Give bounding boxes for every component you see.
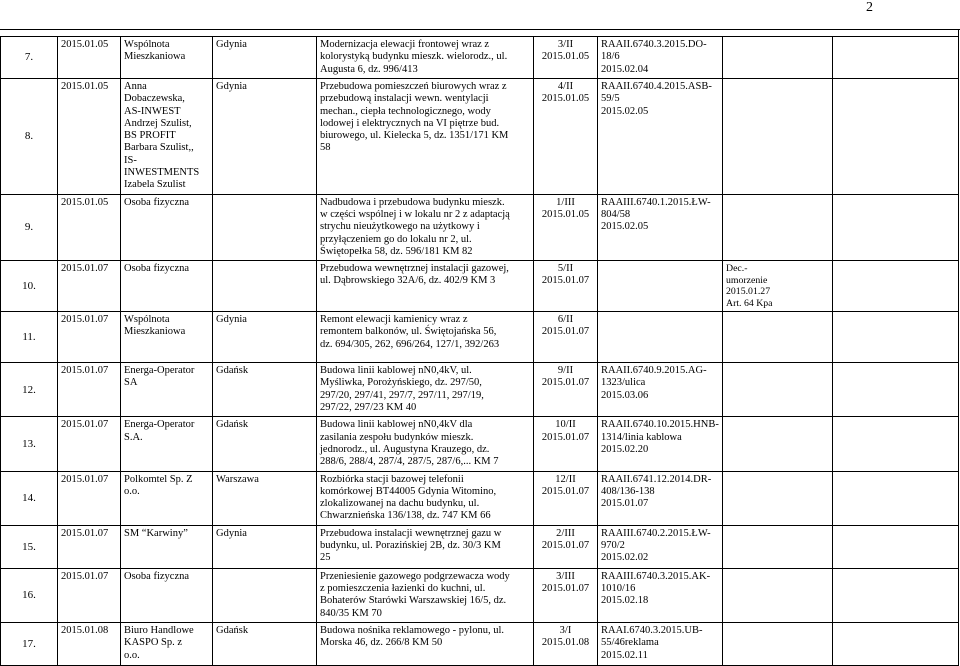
case-signature xyxy=(598,261,723,312)
row-number: 11. xyxy=(1,312,58,363)
project-description-line: 297/22, 297/23 KM 40 xyxy=(320,402,417,414)
investor-name-line: Energa-Operator xyxy=(124,365,195,377)
registry-number xyxy=(534,417,598,471)
case-signature-line: RAAIII.6740.2.2015.ŁW- xyxy=(601,527,711,539)
investor-city xyxy=(213,568,317,622)
registry-table xyxy=(0,36,959,666)
case-signature-line: RAAIII.6740.3.2015.AK- xyxy=(601,570,711,582)
investor-name-line: o.o. xyxy=(124,485,140,497)
registry-number-line: 2015.01.05 xyxy=(541,93,590,105)
investor-name-line: Anna xyxy=(124,81,147,92)
case-signature-line: 408/136-138 xyxy=(601,485,655,497)
case-signature-line: RAAII.6740.10.2015.HNB- xyxy=(601,419,719,431)
project-description-line: Budowa nośnika reklamowego - pylonu, ul. xyxy=(320,624,505,636)
registry-number-line: 2015.01.05 xyxy=(541,51,590,63)
table-row xyxy=(1,194,959,260)
submission-date: 2015.01.08 xyxy=(58,622,121,665)
registry-number-line: 3/I xyxy=(559,624,572,636)
row-number: 9. xyxy=(1,194,58,260)
registry-number-line: 2015.01.05 xyxy=(541,208,590,220)
project-description xyxy=(317,417,534,471)
case-signature xyxy=(598,194,723,260)
decision-notes xyxy=(723,417,833,471)
case-signature-line: RAAII.6740.3.2015.DO- xyxy=(601,39,707,50)
project-description-line: Morska 46, dz. 266/8 KM 50 xyxy=(320,637,443,649)
investor-name-line: Barbara Szulist,, xyxy=(124,142,194,154)
investor-name-line: SM “Karwiny” xyxy=(124,527,188,539)
empty-cell xyxy=(833,37,959,79)
investor-city xyxy=(213,194,317,260)
investor-name-line: Mieszkaniowa xyxy=(124,326,186,338)
table-row xyxy=(1,312,959,363)
case-signature xyxy=(598,363,723,417)
project-description-line: kolorystyką budynku mieszk. wielorodz., ul. xyxy=(320,51,508,63)
decision-notes xyxy=(723,37,833,79)
project-description-line: Remont elewacji kamienicy wraz z xyxy=(320,314,468,326)
table-row xyxy=(1,79,959,195)
case-signature-line: 2015.02.05 xyxy=(601,105,649,117)
project-description-line: komórkowej BT44005 Gdynia Witomino, xyxy=(320,485,497,497)
table-row xyxy=(1,37,959,79)
registry-number xyxy=(534,37,598,79)
investor-name-line: Wspólnota xyxy=(124,39,170,50)
case-signature xyxy=(598,79,723,195)
empty-cell xyxy=(833,261,959,312)
investor-name xyxy=(121,79,213,195)
investor-name xyxy=(121,37,213,79)
header-rule xyxy=(0,29,960,30)
project-description-line: budynku, ul. Porazińskiej 2B, dz. 30/3 KM xyxy=(320,540,501,552)
submission-date: 2015.01.07 xyxy=(58,363,121,417)
submission-date: 2015.01.07 xyxy=(58,525,121,568)
project-description-line: jednorodz., ul. Augustyna Krauzego, dz. xyxy=(320,443,490,455)
submission-date: 2015.01.07 xyxy=(58,261,121,312)
project-description-line: Świętopełka 58, dz. 596/181 KM 82 xyxy=(320,245,473,257)
submission-date: 2015.01.05 xyxy=(58,37,121,79)
project-description xyxy=(317,312,534,363)
decision-notes xyxy=(723,471,833,525)
project-description-line: z pomieszczenia łazienki do kuchni, ul. xyxy=(320,583,486,595)
project-description-line: Przebudowa wewnętrznej instalacji gazowej, xyxy=(320,263,509,275)
project-description-line: Rozbiórka stacji bazowej telefonii xyxy=(320,473,464,485)
row-number: 15. xyxy=(1,525,58,568)
registry-number-line: 2015.01.07 xyxy=(541,326,590,338)
project-description-line: Przeniesienie gazowego podgrzewacza wody xyxy=(320,570,510,582)
project-description-line: Bohaterów Starówki Warszawskiej 16/5, dz. xyxy=(320,595,507,607)
project-description-line: Budowa linii kablowej nN0,4kV dla xyxy=(320,419,473,431)
investor-name xyxy=(121,312,213,363)
investor-name-line: Polkomtel Sp. Z xyxy=(124,473,193,485)
investor-name-line: Osoba fizyczna xyxy=(124,196,190,208)
investor-name-line: AS-INWEST xyxy=(124,105,181,117)
investor-name xyxy=(121,568,213,622)
project-description-line: 840/35 KM 70 xyxy=(320,607,382,619)
row-number: 8. xyxy=(1,79,58,195)
table-row xyxy=(1,417,959,471)
case-signature-line: 55/46reklama xyxy=(601,637,659,649)
investor-city: Gdynia xyxy=(213,79,317,195)
investor-name-line: Dobaczewska, xyxy=(124,93,185,105)
row-number: 12. xyxy=(1,363,58,417)
case-signature-line: 1323/ulica xyxy=(601,377,646,389)
page-number: 2 xyxy=(866,0,873,15)
case-signature-line: 2015.02.11 xyxy=(601,649,648,661)
investor-name-line: Biuro Handlowe xyxy=(124,624,194,636)
project-description xyxy=(317,525,534,568)
decision-notes-line: Dec.- xyxy=(726,263,748,275)
registry-number-line: 2015.01.07 xyxy=(541,540,590,552)
case-signature-line: RAAII.6740.4.2015.ASB- xyxy=(601,81,712,92)
investor-name-line: INWESTMENTS xyxy=(124,167,200,179)
registry-number-line: 9/II xyxy=(557,365,574,377)
project-description xyxy=(317,568,534,622)
decision-notes xyxy=(723,79,833,195)
empty-cell xyxy=(833,79,959,195)
case-signature-line: RAAIII.6740.1.2015.ŁW- xyxy=(601,196,711,208)
project-description xyxy=(317,363,534,417)
table-row xyxy=(1,363,959,417)
registry-number-line: 2015.01.07 xyxy=(541,377,590,389)
project-description xyxy=(317,79,534,195)
decision-notes xyxy=(723,194,833,260)
investor-name-line: Mieszkaniowa xyxy=(124,51,186,63)
decision-notes-line: 2015.01.27 xyxy=(726,286,771,298)
project-description-line: lodowej i elektrycznych na VI piętrze bud. xyxy=(320,117,500,129)
investor-name xyxy=(121,261,213,312)
investor-name-line: Osoba fizyczna xyxy=(124,263,190,275)
decision-notes xyxy=(723,363,833,417)
registry-number xyxy=(534,312,598,363)
table-row xyxy=(1,568,959,622)
registry-number-line: 2015.01.07 xyxy=(541,431,590,443)
registry-number-line: 10/II xyxy=(555,419,576,431)
project-description-line: przebudową instalacji wewn. wentylacji xyxy=(320,93,489,105)
registry-number-line: 3/II xyxy=(557,39,574,50)
decision-notes xyxy=(723,525,833,568)
registry-number-line: 2015.01.07 xyxy=(541,275,590,287)
submission-date: 2015.01.07 xyxy=(58,568,121,622)
row-number: 13. xyxy=(1,417,58,471)
registry-number xyxy=(534,471,598,525)
project-description-line: remontem balkonów, ul. Świętojańska 56, xyxy=(320,326,497,338)
case-signature-line: 2015.02.18 xyxy=(601,595,649,607)
registry-number xyxy=(534,568,598,622)
case-signature-line: 2015.02.02 xyxy=(601,552,649,564)
table-row xyxy=(1,261,959,312)
registry-number-line: 2015.01.07 xyxy=(541,583,590,595)
registry-number-line: 2015.01.07 xyxy=(541,485,590,497)
project-description-line: 25 xyxy=(320,552,331,564)
case-signature-line: RAAII.6741.12.2014.DR- xyxy=(601,473,712,485)
empty-cell xyxy=(833,194,959,260)
project-description xyxy=(317,194,534,260)
case-signature xyxy=(598,312,723,363)
submission-date: 2015.01.07 xyxy=(58,417,121,471)
case-signature-line: 2015.01.07 xyxy=(601,498,649,510)
registry-number-line: 1/III xyxy=(556,196,575,208)
table-row xyxy=(1,471,959,525)
case-signature-line: 2015.02.04 xyxy=(601,63,649,75)
project-description-line: Przebudowa instalacji wewnętrznej gazu w xyxy=(320,527,502,539)
case-signature-line: 1314/linia kablowa xyxy=(601,431,682,443)
registry-number-line: 12/II xyxy=(555,473,576,485)
project-description-line: Nadbudowa i przebudowa budynku mieszk. xyxy=(320,196,505,208)
investor-name-line: Wspólnota xyxy=(124,314,170,326)
case-signature-line: 804/58 xyxy=(601,208,631,220)
project-description-line: Myśliwka, Porożyńskiego, dz. 297/50, xyxy=(320,377,482,389)
project-description xyxy=(317,261,534,312)
investor-city: Gdynia xyxy=(213,525,317,568)
investor-name-line: BS PROFIT xyxy=(124,130,176,142)
project-description-line: Modernizacja elewacji frontowej wraz z xyxy=(320,39,490,50)
project-description xyxy=(317,471,534,525)
case-signature-line: 18/6 xyxy=(601,51,620,63)
submission-date: 2015.01.07 xyxy=(58,471,121,525)
investor-name-line: Osoba fizyczna xyxy=(124,570,190,582)
empty-cell xyxy=(833,622,959,665)
case-signature-line: 2015.02.05 xyxy=(601,221,649,233)
case-signature xyxy=(598,417,723,471)
registry-number xyxy=(534,261,598,312)
project-description-line: Augusta 6, dz. 996/413 xyxy=(320,63,418,75)
table-row xyxy=(1,622,959,665)
empty-cell xyxy=(833,471,959,525)
case-signature xyxy=(598,471,723,525)
project-description-line: przyłączeniem go do lokalu nr 2, ul. xyxy=(320,233,472,245)
case-signature-line: 970/2 xyxy=(601,540,625,552)
project-description-line: zasilania zespołu budynków mieszk. xyxy=(320,431,474,443)
empty-cell xyxy=(833,417,959,471)
submission-date: 2015.01.07 xyxy=(58,312,121,363)
case-signature-line: 59/5 xyxy=(601,93,620,105)
project-description xyxy=(317,37,534,79)
investor-name-line: SA xyxy=(124,377,138,389)
investor-name xyxy=(121,363,213,417)
row-number: 14. xyxy=(1,471,58,525)
case-signature xyxy=(598,37,723,79)
case-signature-line: 2015.02.20 xyxy=(601,443,649,455)
empty-cell xyxy=(833,363,959,417)
investor-name-line: Izabela Szulist xyxy=(124,179,186,191)
project-description-line: 288/6, 288/4, 287/4, 287/5, 287/6,... KM 7 xyxy=(320,456,499,468)
investor-city: Gdańsk xyxy=(213,622,317,665)
project-description-line: biurowego, ul. Kielecka 5, dz. 1351/171 KM xyxy=(320,130,509,142)
case-signature xyxy=(598,622,723,665)
registry-number-line: 5/II xyxy=(557,263,574,275)
row-number: 7. xyxy=(1,37,58,79)
project-description-line: Chwarznieńska 136/138, dz. 747 KM 66 xyxy=(320,510,491,522)
empty-cell xyxy=(833,568,959,622)
project-description-line: mechan., ciepła technologicznego, wody xyxy=(320,105,491,117)
decision-notes xyxy=(723,622,833,665)
registry-number xyxy=(534,363,598,417)
registry-number xyxy=(534,525,598,568)
project-description-line: 58 xyxy=(320,142,331,154)
investor-city: Gdańsk xyxy=(213,417,317,471)
investor-city xyxy=(213,261,317,312)
project-description-line: ul. Dąbrowskiego 32A/6, dz. 402/9 KM 3 xyxy=(320,275,496,287)
investor-name-line: o.o. xyxy=(124,649,140,661)
investor-city: Warszawa xyxy=(213,471,317,525)
project-description-line: Budowa linii kablowej nN0,4kV, ul. xyxy=(320,365,472,377)
investor-city: Gdańsk xyxy=(213,363,317,417)
registry-number-line: 2015.01.08 xyxy=(541,637,590,649)
investor-city: Gdynia xyxy=(213,37,317,79)
row-number: 17. xyxy=(1,622,58,665)
investor-name-line: S.A. xyxy=(124,431,143,443)
investor-name-line: KASPO Sp. z xyxy=(124,637,183,649)
investor-city: Gdynia xyxy=(213,312,317,363)
investor-name xyxy=(121,194,213,260)
table-row xyxy=(1,525,959,568)
project-description-line: w części wspólnej i w lokalu nr 2 z adaptacją xyxy=(320,208,510,220)
investor-name xyxy=(121,417,213,471)
investor-name xyxy=(121,471,213,525)
case-signature-line: 2015.03.06 xyxy=(601,389,649,401)
registry-number-line: 2/III xyxy=(556,527,575,539)
decision-notes xyxy=(723,261,833,312)
registry-number-line: 4/II xyxy=(557,81,574,92)
decision-notes xyxy=(723,312,833,363)
project-description-line: Przebudowa pomieszczeń biurowych wraz z xyxy=(320,81,507,92)
project-description-line: 297/20, 297/41, 297/7, 297/11, 297/19, xyxy=(320,389,484,401)
project-description-line: strychu nieużytkowego na użytkowy i xyxy=(320,221,480,233)
registry-number-line: 6/II xyxy=(557,314,574,326)
project-description xyxy=(317,622,534,665)
empty-cell xyxy=(833,525,959,568)
project-description-line: dz. 694/305, 262, 696/264, 127/1, 392/263 xyxy=(320,338,500,350)
row-number: 10. xyxy=(1,261,58,312)
registry-number xyxy=(534,79,598,195)
investor-name-line: Energa-Operator xyxy=(124,419,195,431)
submission-date: 2015.01.05 xyxy=(58,194,121,260)
case-signature xyxy=(598,568,723,622)
case-signature-line: 1010/16 xyxy=(601,583,636,595)
empty-cell xyxy=(833,312,959,363)
case-signature-line: RAAII.6740.9.2015.AG- xyxy=(601,365,707,377)
registry-number xyxy=(534,194,598,260)
investor-name xyxy=(121,622,213,665)
case-signature-line: RAAI.6740.3.2015.UB- xyxy=(601,624,703,636)
submission-date: 2015.01.05 xyxy=(58,79,121,195)
registry-number xyxy=(534,622,598,665)
project-description-line: zlokalizowanej na dachu budynku, ul. xyxy=(320,498,480,510)
investor-name-line: IS- xyxy=(124,154,137,166)
case-signature xyxy=(598,525,723,568)
decision-notes-line: Art. 64 Kpa xyxy=(726,297,773,309)
investor-name-line: Andrzej Szulist, xyxy=(124,117,192,129)
investor-name xyxy=(121,525,213,568)
row-number: 16. xyxy=(1,568,58,622)
decision-notes xyxy=(723,568,833,622)
decision-notes-line: umorzenie xyxy=(726,274,768,286)
registry-number-line: 3/III xyxy=(556,570,575,582)
